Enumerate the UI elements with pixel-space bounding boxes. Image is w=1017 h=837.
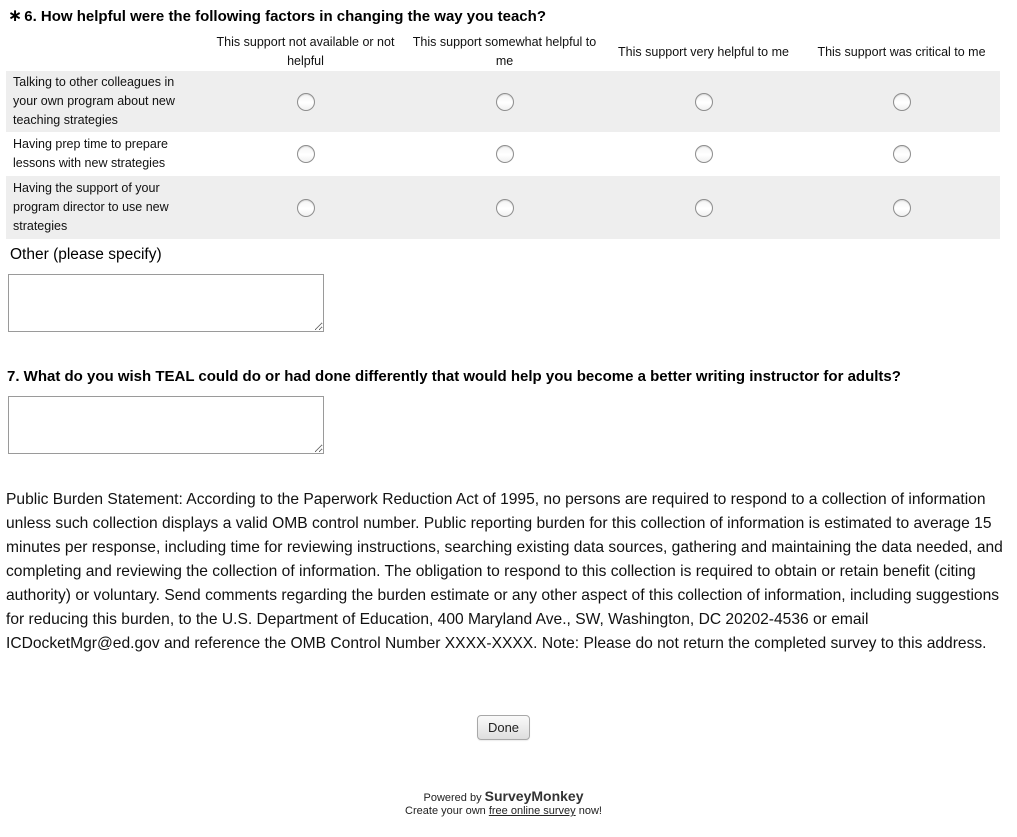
question-6-title (8, 6, 546, 27)
question-7-textarea[interactable] (8, 396, 324, 454)
row-label: Talking to other colleagues in your own program about new teaching strategies (6, 71, 206, 132)
column-header: This support not available or not helpful (216, 35, 395, 68)
radio-button[interactable] (297, 145, 315, 163)
create-survey-line (0, 805, 1007, 818)
other-specify-textarea[interactable] (8, 274, 324, 332)
column-header: This support very helpful to me (618, 44, 789, 59)
question-7-title: 7. What do you wish TEAL could do or had done differently that would help you become a better writing instructor for adults? (7, 368, 901, 385)
radio-button[interactable] (893, 199, 911, 217)
row-label: Having prep time to prepare lessons with new strategies (13, 137, 168, 170)
radio-button[interactable] (496, 145, 514, 163)
radio-button[interactable] (496, 93, 514, 111)
radio-button[interactable] (297, 93, 315, 111)
required-asterisk-icon: ∗ (8, 6, 23, 25)
rating-matrix (6, 33, 1000, 239)
free-online-survey-link[interactable]: free online survey (488, 805, 576, 817)
surveymonkey-logo[interactable]: SurveyMonkey (484, 788, 584, 804)
matrix-corner (6, 33, 206, 71)
column-header: This support was critical to me (817, 44, 986, 59)
done-button[interactable]: Done (477, 715, 530, 740)
matrix-row (6, 132, 1000, 176)
radio-button[interactable] (695, 199, 713, 217)
radio-button[interactable] (893, 93, 911, 111)
public-burden-statement: Public Burden Statement: According to the Paperwork Reduction Act of 1995, no persons are required to respond to a collection of information unless such collection displays a valid OMB control number. Public reporting burden for this collection of information is estimated to average 15 minutes per response, including time for reviewing instructions, searching existing data sources, gathering and maintaining the data needed, and completing and reviewing the collection of information. The obligation to respond to this collection is required to obtain or retain benefit (citing authority) or voluntary. Send comments regarding the burden estimate or any other aspect of this collection of information, including suggestions for reducing this burden, to the U.S. Department of Education, 400 Maryland Ave., SW, Washington, DC 20202-4536 or email ICDocketMgr@ed.gov and reference the OMB Control Number XXXX-XXXX. Note: Please do not return the completed survey to this address. (6, 491, 1003, 652)
other-specify-label: Other (please specify) (10, 246, 162, 263)
radio-button[interactable] (496, 199, 514, 217)
footer (0, 790, 1007, 818)
column-header: This support somewhat helpful to me (412, 35, 597, 68)
matrix-header-row (6, 33, 1000, 71)
question-6-text: 6. How helpful were the following factors in changing the way you teach? (24, 8, 546, 25)
matrix-row (6, 176, 1000, 239)
matrix-row (6, 71, 1000, 132)
create-prefix-text: Create your own (405, 805, 486, 817)
create-suffix-text: now! (575, 805, 602, 817)
powered-by-line (0, 790, 1007, 805)
row-label: Having the support of your program director to use new strategies (6, 176, 206, 239)
radio-button[interactable] (893, 145, 911, 163)
powered-by-text: Powered by (423, 792, 482, 804)
radio-button[interactable] (297, 199, 315, 217)
radio-button[interactable] (695, 93, 713, 111)
radio-button[interactable] (695, 145, 713, 163)
